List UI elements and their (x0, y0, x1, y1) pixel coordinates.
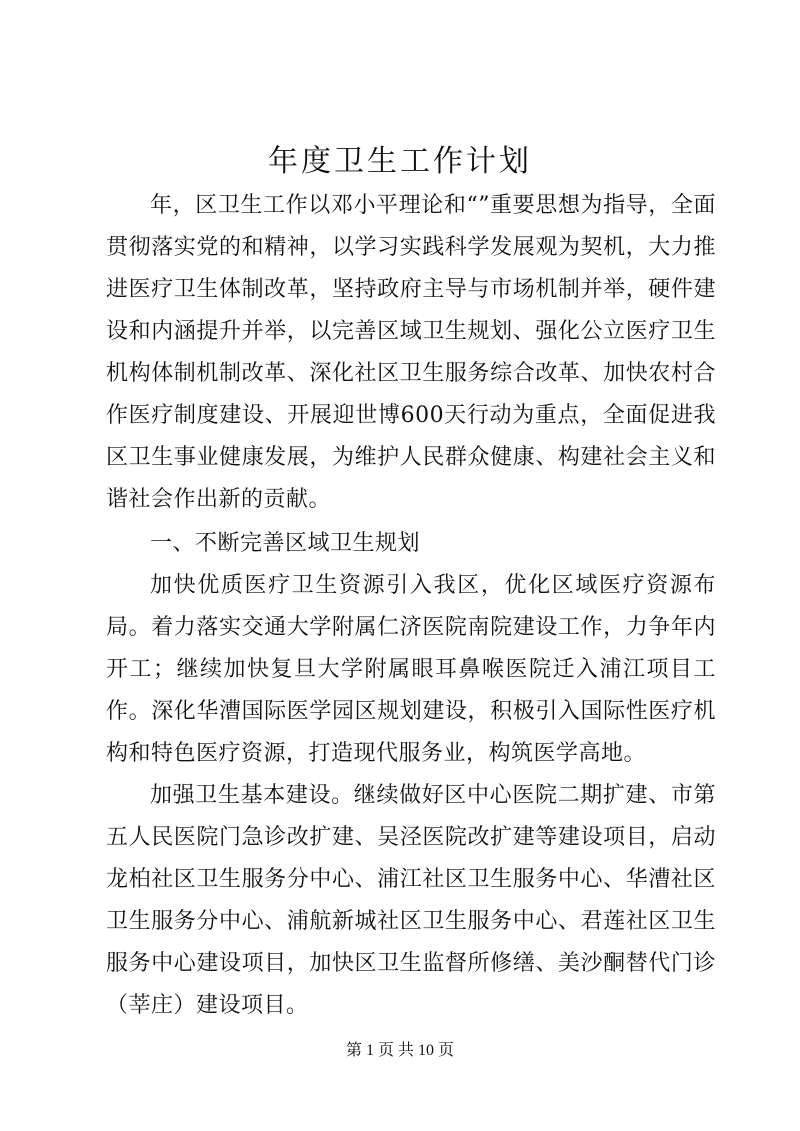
paragraph-resources: 加快优质医疗卫生资源引入我区，优化区域医疗资源布局。着力落实交通大学附属仁济医院南院建设工作，力争年内开工；继续加快复旦大学附属眼耳鼻喉医院迁入浦江项目工作。深化华漕国际医学园区规划建设，积极引入国际性医疗机构和特色医疗资源，打造现代服务业，构筑医学高地。 (106, 573, 716, 766)
document-body (106, 185, 716, 1027)
document-title: 年度卫生工作计划 (268, 144, 532, 179)
paragraph-construction: 加强卫生基本建设。继续做好区中心医院二期扩建、市第五人民医院门急诊改扩建、吴泾医院改扩建等建设项目，启动龙柏社区卫生服务分中心、浦江社区卫生服务中心、华漕社区卫生服务分中心、浦航新城社区卫生服务中心、君莲社区卫生服务中心建设项目，加快区卫生监督所修缮、美沙酮替代门诊（莘庄）建设项目。 (106, 783, 716, 1018)
section-heading-1: 一、不断完善区域卫生规划 (150, 531, 421, 556)
page-footer: 第 1 页 共 10 页 (345, 1042, 454, 1059)
paragraph-intro: 年，区卫生工作以邓小平理论和“”重要思想为指导，全面贯彻落实党的和精神，以学习实践科学发展观为契机，大力推进医疗卫生体制改革，坚持政府主导与市场机制并举，硬件建设和内涵提升并举，以完善区域卫生规划、强化公立医疗卫生机构体制机制改革、深化社区卫生服务综合改革、加快农村合作医疗制度建设、开展迎世博600天行动为重点，全面促进我区卫生事业健康发展，为维护人民群众健康、构建社会主义和谐社会作出新的贡献。 (106, 193, 716, 512)
